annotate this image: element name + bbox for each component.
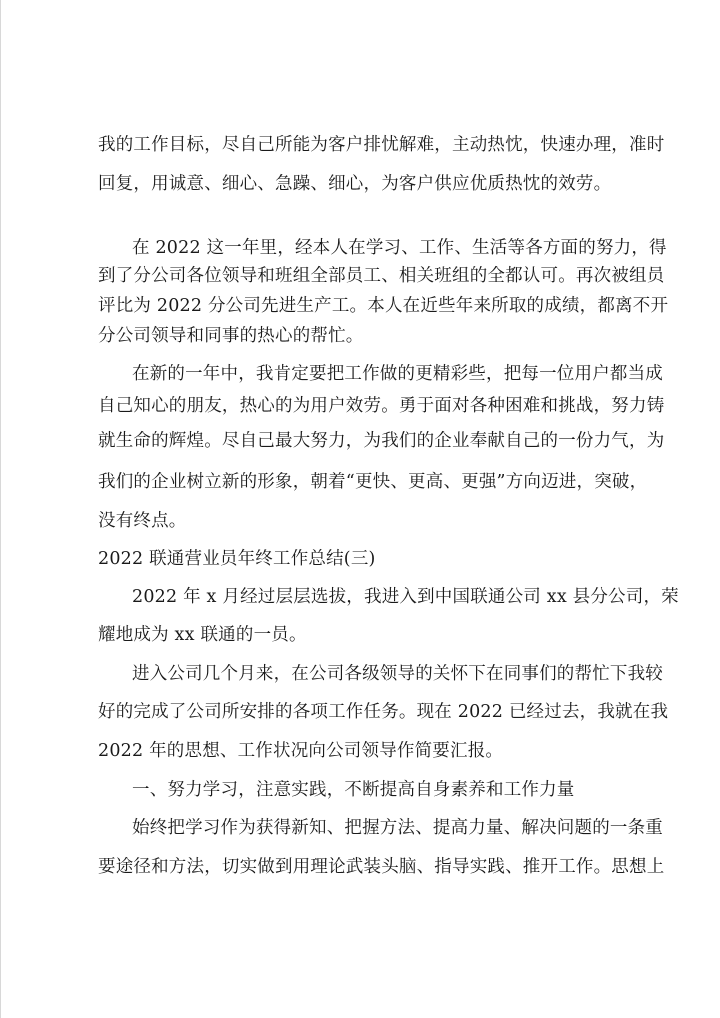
paragraph-start-line: 进入公司几个月来，在公司各级领导的关怀下在同事们的帮忙下我较 xyxy=(132,664,663,684)
text-line: 评比为 2022 分公司先进生产工。本人在近些年来所取的成绩，都离不开 xyxy=(98,296,669,316)
text-line: 2022 年的思想、工作状况向公司领导作简要汇报。 xyxy=(98,741,504,761)
text-line: 就生命的辉煌。尽自己最大努力，为我们的企业奉献自己的一份力气，为 xyxy=(98,431,665,451)
text-line: 要途径和方法，切实做到用理论武装头脑、指导实践、推开工作。思想上 xyxy=(98,857,665,877)
text-line: 自己知心的朋友，热心的为用户效劳。勇于面对各种困难和挑战，努力铸 xyxy=(98,396,665,416)
subheading-line: 一、努力学习，注意实践，不断提高自身素养和工作力量 xyxy=(132,780,575,800)
text-line: 耀地成为 xx 联通的一员。 xyxy=(98,625,307,645)
text-line: 到了分公司各位领导和班组全部员工、相关班组的全都认可。再次被组员 xyxy=(98,266,665,286)
text-line: 没有终点。 xyxy=(98,511,187,531)
text-line: 回复，用诚意、细心、急躁、细心，为客户供应优质热忱的效劳。 xyxy=(98,174,612,194)
paragraph-start-line: 2022 年 x 月经过层层选拔，我进入到中国联通公司 xx 县分公司，荣 xyxy=(132,587,679,607)
paragraph-start-line: 在 2022 这一年里，经本人在学习、工作、生活等各方面的努力，得 xyxy=(132,238,667,258)
text-line: 好的完成了公司所安排的各项工作任务。现在 2022 已经过去，我就在我 xyxy=(98,702,669,722)
section-heading: 2022 联通营业员年终工作总结(三) xyxy=(98,549,376,569)
paragraph-start-line: 始终把学习作为获得新知、把握方法、提高力量、解决问题的一条重 xyxy=(132,818,663,838)
text-line: 分公司领导和同事的热心的帮忙。 xyxy=(98,326,364,346)
text-line: 我们的企业树立新的形象，朝着“更快、更高、更强”方向迈进，突破， xyxy=(98,472,648,492)
paragraph-start-line: 在新的一年中，我肯定要把工作做的更精彩些，把每一位用户都当成 xyxy=(132,364,663,384)
text-line: 我的工作目标，尽自己所能为客户排忧解难，主动热忱，快速办理，准时 xyxy=(98,135,665,155)
